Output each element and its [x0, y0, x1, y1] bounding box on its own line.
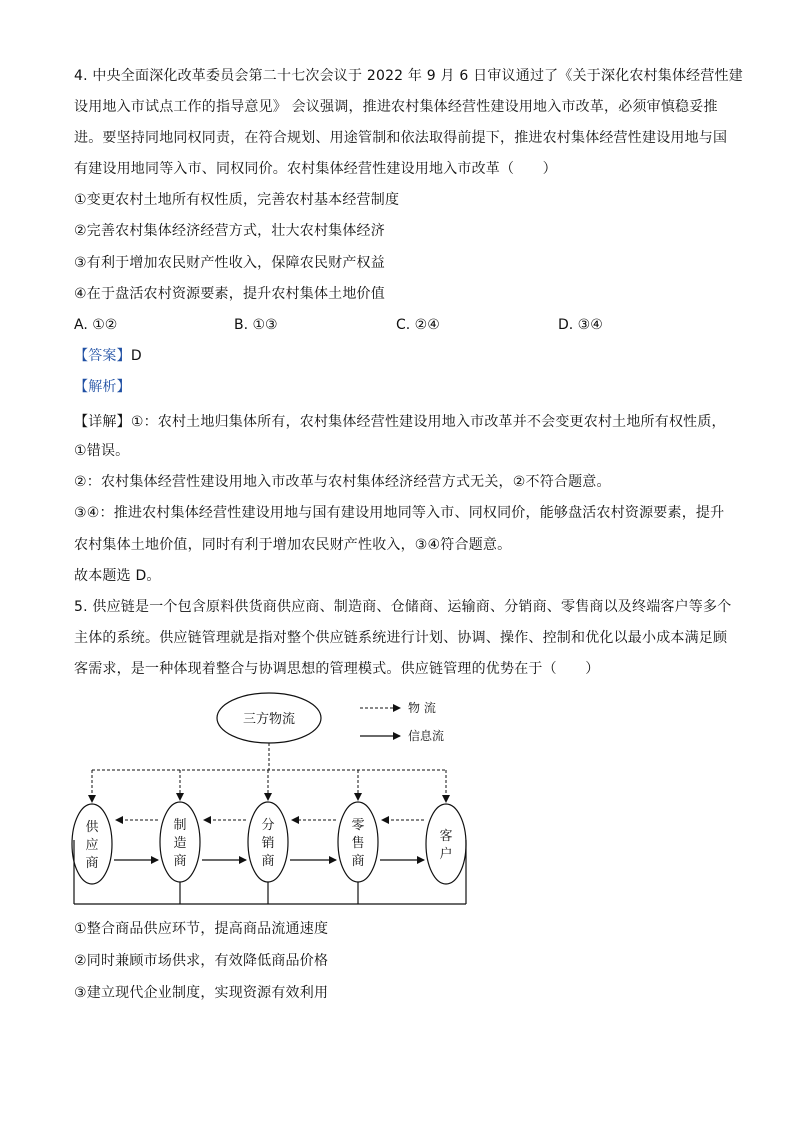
- retailer-char-1: 零: [351, 818, 365, 833]
- answer-value: D: [130, 348, 142, 364]
- q5-statement-1: ①整合商品供应环节，提高商品流通速度: [74, 921, 329, 937]
- q4-option-c: C. ②④: [396, 317, 440, 333]
- third-party-logistics-label: 三方物流: [242, 712, 296, 727]
- q4-stem-line-4: 有建设用地同等入市、同权同价。农村集体经营性建设用地入市改革（ ）: [74, 161, 557, 177]
- q4-detail-line-5: 农村集体土地价值，同时有利于增加农民财产性收入，③④符合题意。: [74, 537, 512, 553]
- supplier-char-3: 商: [85, 856, 99, 871]
- q4-analysis: [74, 377, 131, 397]
- q4-stem-line-3: 进。要坚持同地同权同责，在符合规划、用途管制和依法取得前提下，推进农村集体经营性建设用地与国: [74, 130, 728, 146]
- q5-statement-2: ②同时兼顾市场供求，有效降低商品价格: [74, 953, 329, 969]
- q4-detail-line-4: ③④：推进农村集体经营性建设用地与国有建设用地同等入市、同权同价，能够盘活农村资源要素，提升: [74, 505, 725, 521]
- distributor-char-3: 商: [261, 854, 275, 869]
- customer-char-1: 客: [439, 829, 453, 844]
- customer-char-2: 户: [439, 847, 453, 862]
- supplier-char-1: 供: [85, 820, 99, 835]
- manufacturer-char-1: 制: [173, 818, 187, 833]
- q4-statement-2: ②完善农村集体经济经营方式，壮大农村集体经济: [74, 223, 385, 239]
- q4-detail-line-3: ②：农村集体经营性建设用地入市改革与农村集体经济经营方式无关，②不符合题意。: [74, 474, 611, 490]
- q5-stem-line-3: 客需求，是一种体现着整合与协调思想的管理模式。供应链管理的优势在于（ ）: [74, 661, 600, 677]
- q4-answer: [74, 346, 142, 366]
- q4-option-d: D. ③④: [558, 317, 603, 333]
- detail-text-1: ①：农村土地归集体所有，农村集体经营性建设用地入市改革并不会变更农村土地所有权性质，: [130, 414, 726, 430]
- manufacturer-char-3: 商: [173, 854, 187, 869]
- q4-statement-4: ④在于盘活农村资源要素，提升农村集体土地价值: [74, 286, 385, 302]
- q5-stem-line-2: 主体的系统。供应链管理就是指对整个供应链系统进行计划、协调、操作、控制和优化以最小成本满足顾: [74, 630, 728, 646]
- q4-detail-line-2: ①错误。: [74, 443, 130, 459]
- retailer-char-3: 商: [351, 854, 365, 869]
- q4-option-b: B. ①③: [234, 317, 278, 333]
- manufacturer-char-2: 造: [173, 836, 187, 851]
- q4-stem-line-2: 设用地入市试点工作的指导意见》 会议强调，推进农村集体经营性建设用地入市改革，必须审慎稳妥推: [74, 99, 718, 115]
- legend-info-label: 信息流: [408, 729, 445, 743]
- node-customer: [426, 804, 466, 884]
- supplier-char-2: 应: [85, 838, 99, 853]
- distributor-char-1: 分: [261, 818, 275, 833]
- supply-chain-diagram: [60, 690, 480, 915]
- detail-label: 【详解】: [74, 414, 131, 430]
- q4-detail-line-1: [74, 412, 726, 432]
- q5-stem-line-1: 5. 供应链是一个包含原料供货商供应商、制造商、仓储商、运输商、分销商、零售商以及终端客户等多个: [74, 599, 732, 615]
- q4-option-a: A. ①②: [74, 317, 118, 333]
- q4-statement-1: ①变更农村土地所有权性质，完善农村基本经营制度: [74, 192, 400, 208]
- legend-logistics-label: 物 流: [408, 701, 436, 715]
- answer-label: 【答案】: [74, 348, 131, 364]
- retailer-char-2: 售: [351, 836, 365, 851]
- q4-stem-line-1: 4. 中央全面深化改革委员会第二十七次会议于 2022 年 9 月 6 日审议通过了《关于深化农村集体经营性建: [74, 68, 743, 84]
- distributor-char-2: 销: [261, 836, 275, 851]
- q4-statement-3: ③有利于增加农民财产性收入，保障农民财产权益: [74, 255, 385, 271]
- q4-detail-line-6: 故本题选 D。: [74, 568, 161, 584]
- q5-statement-3: ③建立现代企业制度，实现资源有效利用: [74, 985, 329, 1001]
- analysis-label: 【解析】: [74, 379, 131, 395]
